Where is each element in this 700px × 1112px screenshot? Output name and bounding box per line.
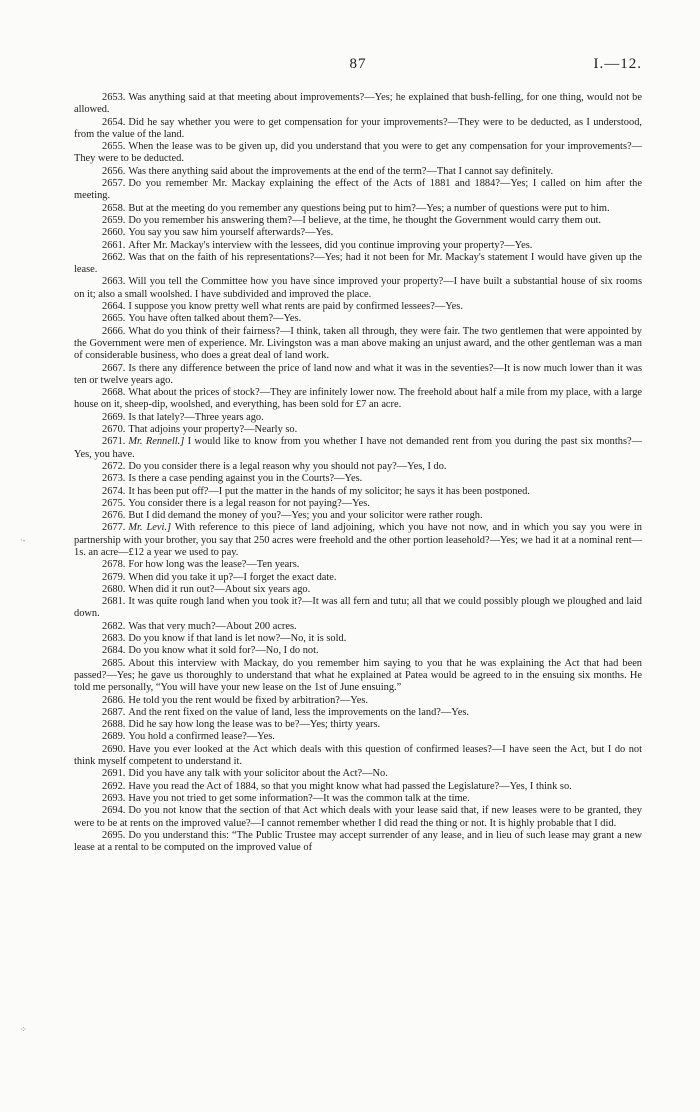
question-answer-text: Do you know what it sold for?—No, I do not. <box>128 645 319 657</box>
question-number: 2658. <box>102 202 126 214</box>
question-number: 2692. <box>102 780 126 792</box>
page-number: 87 <box>349 56 367 72</box>
question-answer-text: Do you consider there is a legal reason why you should not pay?—Yes, I do. <box>128 460 447 472</box>
question-number: 2667. <box>102 362 126 374</box>
question-answer-text: Is there a case pending against you in the Courts?—Yes. <box>128 473 363 485</box>
question-answer-paragraph <box>74 498 642 510</box>
question-number: 2660. <box>102 227 126 239</box>
question-answer-text: When the lease was to be given up, did you understand that you were to get any compensation for your improvements?—They were to be deducted. <box>74 141 642 165</box>
question-answer-text: Did you have any talk with your solicitor about the Act?—No. <box>128 768 388 780</box>
question-number: 2664. <box>102 301 126 313</box>
question-answer-paragraph <box>74 436 642 461</box>
question-answer-paragraph <box>74 522 642 559</box>
question-answer-text: What do you think of their fairness?—I think, taken all through, they were fair. The two gentlemen that were appointed by the Government were men of experience. Mr. Livingston was a man above making an unjust award, and the other gentleman was a man of considerable business, who does a great deal of land work. <box>74 325 642 362</box>
question-answer-text: It has been put off?—I put the matter in the hands of my solicitor; he says it has been postponed. <box>128 485 530 497</box>
question-answer-text: You hold a confirmed lease?—Yes. <box>128 731 275 743</box>
question-number: 2663. <box>102 276 126 288</box>
question-answer-text: It was quite rough land when you took it?—It was all fern and tutu; all that we could possibly plough we ploughed and laid down. <box>74 596 642 620</box>
question-answer-paragraph <box>74 719 642 731</box>
question-number: 2685. <box>102 657 126 669</box>
question-answer-paragraph <box>74 510 642 522</box>
question-answer-paragraph <box>74 559 642 571</box>
question-number: 2676. <box>102 510 126 522</box>
question-answer-paragraph <box>74 252 642 277</box>
question-answer-paragraph <box>74 707 642 719</box>
question-answer-paragraph <box>74 92 642 117</box>
question-answer-paragraph <box>74 572 642 584</box>
question-answer-paragraph <box>74 731 642 743</box>
question-answer-text: Will you tell the Committee how you have since improved your property?—I have built a substantial house of six rooms on it; also a small woolshed. I have subdivided and improved the place. <box>74 276 642 300</box>
question-number: 2662. <box>102 251 126 263</box>
question-answer-paragraph <box>74 486 642 498</box>
question-answer-paragraph <box>74 461 642 473</box>
question-number: 2693. <box>102 792 126 804</box>
question-number: 2680. <box>102 583 126 595</box>
question-number: 2682. <box>102 620 126 632</box>
question-answer-text: But at the meeting do you remember any questions being put to him?—Yes; a number of questions were put to him. <box>128 202 610 214</box>
question-answer-text: I suppose you know pretty well what rents are paid by confirmed lessees?—Yes. <box>128 301 463 313</box>
question-answer-paragraph <box>74 695 642 707</box>
question-number: 2674. <box>102 485 126 497</box>
question-number: 2688. <box>102 719 126 731</box>
question-answer-text: You consider there is a legal reason for not paying?—Yes. <box>128 497 370 509</box>
question-number: 2690. <box>102 743 126 755</box>
question-number: 2654. <box>102 116 126 128</box>
question-answer-paragraph <box>74 387 642 412</box>
question-number: 2675. <box>102 497 126 509</box>
question-answer-text: Do you remember his answering them?—I believe, at the time, he thought the Government would carry them out. <box>128 214 602 226</box>
question-answer-text: With reference to this piece of land adjoining, which you have not now, and in which you say you were in partnership with your brother, you say that 250 acres were freehold and the other portion leasehold?—Yes; we had it at a nominal rent—1s. an acre—£12 a year we used to pay. <box>74 522 642 558</box>
question-answer-paragraph <box>74 768 642 780</box>
question-number: 2656. <box>102 165 126 177</box>
question-answer-paragraph <box>74 301 642 313</box>
question-number: 2670. <box>102 424 126 436</box>
question-answer-text: What about the prices of stock?—They are infinitely lower now. The freehold about half a mile from my place, with a large house on it, sheep-dip, woolshed, and everything, has been sold for £7 an acre. <box>74 387 642 411</box>
question-answer-text: You say you saw him yourself afterwards?—Yes. <box>128 227 334 239</box>
question-number: 2653. <box>102 92 126 103</box>
question-answer-paragraph <box>74 141 642 166</box>
question-answer-paragraph <box>74 240 642 252</box>
question-answer-text: Did he say whether you were to get compensation for your improvements?—They were to be deducted, as I understood, from the value of the land. <box>74 116 642 140</box>
question-answer-text: Is that lately?—Three years ago. <box>128 411 264 423</box>
question-number: 2678. <box>102 559 126 571</box>
question-answer-paragraph <box>74 633 642 645</box>
question-answer-text: And the rent fixed on the value of land, less the improvements on the land?—Yes. <box>128 706 469 718</box>
question-number: 2666. <box>102 325 126 337</box>
question-answer-paragraph <box>74 830 642 855</box>
question-answer-text: You have often talked about them?—Yes. <box>128 313 302 325</box>
question-answer-text: When did you take it up?—I forget the exact date. <box>128 571 337 583</box>
question-answer-text: When did it run out?—About six years ago. <box>128 583 311 595</box>
question-answer-paragraph <box>74 658 642 695</box>
question-number: 2681. <box>102 596 126 608</box>
question-number: 2695. <box>102 829 126 841</box>
question-number: 2665. <box>102 313 126 325</box>
question-answer-paragraph <box>74 227 642 239</box>
question-number: 2687. <box>102 706 126 718</box>
question-number: 2691. <box>102 768 126 780</box>
question-number: 2679. <box>102 571 126 583</box>
question-answer-text: Do you know if that land is let now?—No, it is sold. <box>128 633 347 645</box>
question-answer-paragraph <box>74 313 642 325</box>
page-header <box>74 56 642 76</box>
question-answer-paragraph <box>74 805 642 830</box>
question-answer-paragraph <box>74 781 642 793</box>
question-number: 2659. <box>102 214 126 226</box>
question-answer-text: Did he say how long the lease was to be?—Yes; thirty years. <box>128 719 381 731</box>
question-answer-paragraph <box>74 793 642 805</box>
question-number: 2672. <box>102 460 126 472</box>
question-answer-text: Was there anything said about the improvements at the end of the term?—That I cannot say definitely. <box>128 165 554 177</box>
question-answer-paragraph <box>74 412 642 424</box>
question-answer-paragraph <box>74 215 642 227</box>
question-answer-paragraph <box>74 326 642 363</box>
question-number: 2689. <box>102 731 126 743</box>
speaker-name: Mr. Levi.] <box>128 522 172 534</box>
question-answer-text: Do you remember Mr. Mackay explaining the effect of the Acts of 1881 and 1884?—Yes; I called on him after the meeting. <box>74 178 642 202</box>
question-answer-paragraph <box>74 117 642 142</box>
speaker-name: Mr. Rennell.] <box>128 436 185 448</box>
question-answer-text: After Mr. Mackay's interview with the lessees, did you continue improving your property?—Yes. <box>128 239 533 251</box>
evidence-transcript <box>74 92 642 854</box>
question-number: 2657. <box>102 178 126 190</box>
question-answer-text: Have you ever looked at the Act which deals with this question of confirmed leases?—I have seen the Act, but I do not think myself competent to understand it. <box>74 743 642 768</box>
question-answer-text: For how long was the lease?—Ten years. <box>128 559 300 571</box>
question-answer-paragraph <box>74 645 642 657</box>
question-answer-text: Do you understand this: “The Public Trustee may accept surrender of any lease, and in lieu of such lease may grant a new lease at a rental to be computed on the improved value of <box>74 829 642 854</box>
question-number: 2669. <box>102 411 126 423</box>
question-answer-text: Was that on the faith of his representations?—Yes; had it not been for Mr. Mackay's statement I would have given up the lease. <box>74 251 642 276</box>
question-answer-text: Do you not know that the section of that Act which deals with your lease said that, if new leases were to be granted, they were to be at rents on the improved value?—I cannot remember whether I did read the thing or not. It is highly probable that I did. <box>74 805 642 829</box>
question-number: 2668. <box>102 387 126 399</box>
question-answer-text: I would like to know from you whether I have not demanded rent from you during the past six months?—Yes, you have. <box>74 436 642 460</box>
question-answer-text: That adjoins your property?—Nearly so. <box>128 424 298 436</box>
question-number: 2677. <box>102 522 126 534</box>
question-answer-text: Have you read the Act of 1884, so that you might know what had passed the Legislature?—Yes, I think so. <box>128 780 572 792</box>
question-answer-paragraph <box>74 596 642 621</box>
question-answer-paragraph <box>74 276 642 301</box>
question-number: 2694. <box>102 805 126 817</box>
question-number: 2671. <box>102 436 126 448</box>
question-answer-paragraph <box>74 744 642 769</box>
question-number: 2655. <box>102 141 126 153</box>
document-reference: I.—12. <box>593 56 642 72</box>
question-answer-paragraph <box>74 203 642 215</box>
question-answer-paragraph <box>74 473 642 485</box>
margin-mark: ⁘ <box>20 1025 27 1034</box>
question-answer-paragraph <box>74 178 642 203</box>
question-answer-text: But I did demand the money of you?—Yes; you and your solicitor were rather rough. <box>128 510 483 522</box>
margin-mark: ·- <box>20 536 26 545</box>
question-answer-paragraph <box>74 363 642 388</box>
question-answer-paragraph <box>74 166 642 178</box>
question-answer-text: Is there any difference between the price of land now and what it was in the seventies?—It is now much lower than it was ten or twelve years ago. <box>74 362 642 386</box>
question-number: 2686. <box>102 694 126 706</box>
question-number: 2661. <box>102 239 126 251</box>
question-number: 2673. <box>102 473 126 485</box>
question-number: 2683. <box>102 633 126 645</box>
question-answer-paragraph <box>74 424 642 436</box>
question-number: 2684. <box>102 645 126 657</box>
question-answer-text: Was that very much?—About 200 acres. <box>128 620 297 632</box>
question-answer-paragraph <box>74 584 642 596</box>
question-answer-text: He told you the rent would be fixed by arbitration?—Yes. <box>128 694 369 706</box>
question-answer-paragraph <box>74 621 642 633</box>
question-answer-text: Have you not tried to get some information?—It was the common talk at the time. <box>128 792 470 804</box>
question-answer-text: About this interview with Mackay, do you remember him saying to you that he was explaining the Act that had been passed?—Yes; he gave us thoroughly to understand that what he explained at Patea would be agreed to in the ensuing six months. He told me personally, “You will have your new lease on the 1st of June ensuing.” <box>74 657 642 694</box>
question-answer-text: Was anything said at that meeting about improvements?—Yes; he explained that bush-felling, for one thing, would not be allowed. <box>74 92 642 116</box>
